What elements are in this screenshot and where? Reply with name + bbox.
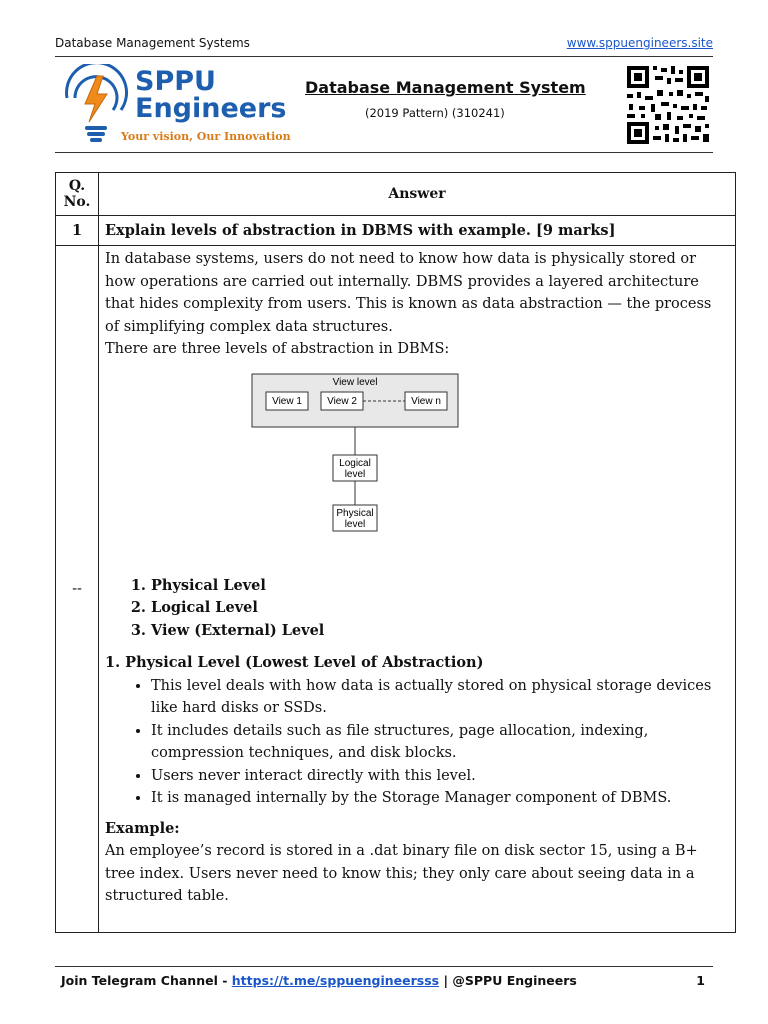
question-number: 1	[56, 216, 99, 246]
page-footer	[55, 966, 713, 993]
header-divider	[55, 152, 713, 153]
diagram-view-2: View 2	[327, 395, 357, 407]
answer-intro-2: There are three levels of abstraction in DBMS:	[105, 341, 450, 357]
diagram-physical-1: Physical	[336, 507, 374, 519]
table-header-row	[56, 173, 736, 216]
diagram-view-level-label: View level	[332, 376, 378, 388]
question-row	[56, 216, 736, 246]
diagram-physical-2: level	[344, 518, 366, 530]
page-number: 1	[696, 973, 705, 988]
diagram-view-1: View 1	[272, 395, 302, 407]
answer-number: --	[56, 246, 99, 933]
example-title: Example:	[105, 819, 180, 837]
qr-code-icon[interactable]	[625, 64, 711, 146]
telegram-link[interactable]: https://t.me/sppuengineersss	[231, 973, 440, 988]
logo-tagline: Your vision, Our Innovation	[121, 130, 291, 143]
list-item: 2. Logical Level	[151, 597, 729, 620]
answer-body	[99, 246, 736, 933]
question-text: Explain levels of abstraction in DBMS with example. [9 marks]	[99, 216, 736, 246]
footer-separator: |	[439, 973, 453, 988]
footer-label: Join Telegram Channel -	[61, 973, 232, 988]
footer-handle: @SPPU Engineers	[452, 973, 577, 988]
diagram-logical-2: level	[344, 468, 366, 480]
example-text: An employee’s record is stored in a .dat binary file on disk sector 15, using a B+ tree index. Users never need to know this; they only care about seeing data in a structured table.	[105, 843, 698, 904]
abstraction-diagram	[105, 361, 729, 569]
footer-text	[61, 973, 577, 988]
list-item: • Users never interact directly with this level.	[151, 765, 729, 788]
website-link[interactable]: www.sppuengineers.site	[566, 36, 713, 50]
document-subtitle: (2019 Pattern) (310241)	[365, 106, 505, 120]
qa-table	[55, 172, 736, 933]
diagram-view-n: View n	[411, 395, 441, 407]
document-header	[55, 60, 713, 152]
header-qno: Q. No.	[56, 173, 99, 216]
section-1-points	[105, 675, 729, 810]
answer-row	[56, 246, 736, 933]
levels-list	[105, 575, 729, 643]
list-item: • It includes details such as file structures, page allocation, indexing, compression techniques, and disk blocks.	[151, 720, 729, 765]
section-1-title: 1. Physical Level (Lowest Level of Abstraction)	[105, 654, 484, 671]
logo-line-2: Engineers	[135, 93, 287, 124]
list-item: • It is managed internally by the Storage Manager component of DBMS.	[151, 787, 729, 810]
list-item: 1. Physical Level	[151, 575, 729, 598]
diagram-logical-1: Logical	[339, 457, 371, 469]
running-header	[55, 34, 713, 57]
abstraction-levels-figure	[251, 373, 463, 543]
running-header-title: Database Management Systems	[55, 36, 250, 50]
document-title: Database Management System	[305, 78, 586, 97]
list-item: 3. View (External) Level	[151, 620, 729, 643]
header-answer: Answer	[99, 173, 736, 216]
sppu-logo	[55, 64, 291, 150]
answer-intro: In database systems, users do not need to know how data is physically stored or how operations are carried out internally. DBMS provides a layered architecture that hides complexity from users. This is known as data abstraction — the process of simplifying complex data structures.	[105, 251, 712, 335]
list-item: • This level deals with how data is actually stored on physical storage devices like hard disks or SSDs.	[151, 675, 729, 720]
logo-wordmark	[135, 68, 286, 122]
logo-line-1: SPPU	[135, 66, 216, 97]
